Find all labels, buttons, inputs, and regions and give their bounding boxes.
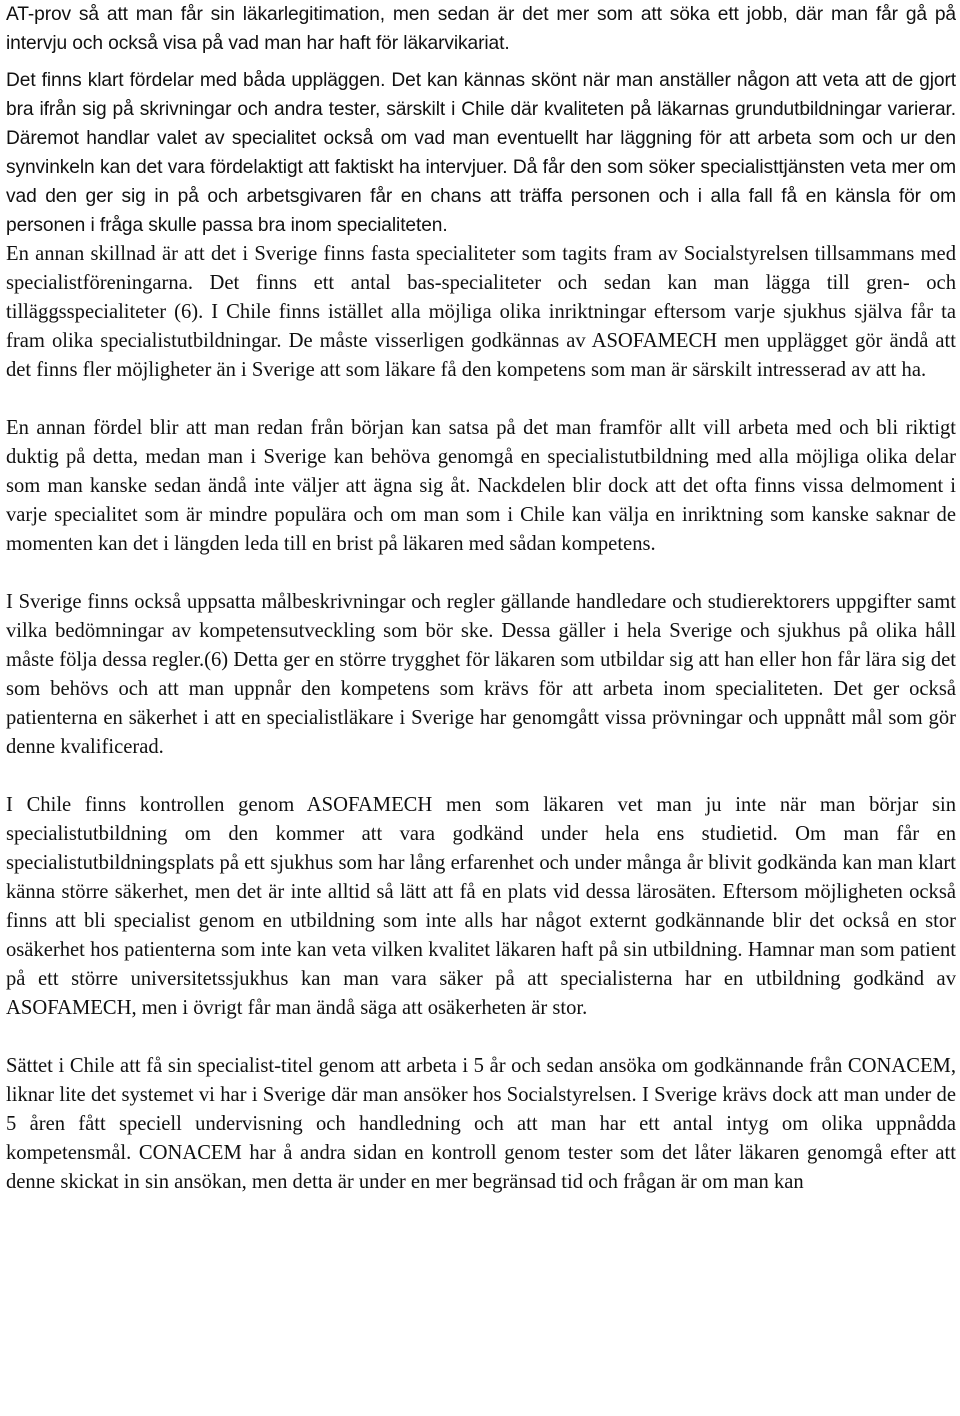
paragraph-1: AT-prov så att man får sin läkarlegitimation, men sedan är det mer som att söka ett jobb, där man får gå på intervju och också visa på vad man har haft för läkarvikariat. <box>6 4 956 54</box>
spacer <box>6 1023 956 1052</box>
spacer <box>6 385 956 414</box>
paragraph-5: I Sverige finns också uppsatta målbeskrivningar och regler gällande handledare och studierektorers uppgifter samt vilka bedömningar av kompetensutveckling som bör ske. Dessa gäller i hela Sverige och sjukhus på olika håll måste följa dessa regler.(6) Detta ger en större trygghet för läkaren som utbildar sig att han eller hon får lära sig det som behövs och att man uppnår den kompetens som krävs för att arbeta inom specialiteten. Det ger också patienterna en säkerhet i att en specialistläkare i Sverige har genomgått vissa prövningar och uppnått mål som gör denne kvalificerad. <box>6 591 956 758</box>
spacer <box>6 559 956 588</box>
paragraph-7: Sättet i Chile att få sin specialist-titel genom att arbeta i 5 år och sedan ansöka om godkännande från CONACEM, liknar lite det systemet vi har i Sverige där man ansöker hos Socialstyrelsen. I Sverige krävs dock att man under de 5 åren fått speciell undervisning och handledning och att man har ett antal intyg om olika uppnådda kompetensmål. CONACEM har å andra sidan en kontroll genom tester som det låter läkaren genomgå efter att denne skickat in sin ansökan, men detta är under en mer begränsad tid och frågan är om man kan <box>6 1055 956 1193</box>
paragraph-2-text: Det finns klart fördelar med båda uppläggen. Det kan kännas skönt när man anställer någon att veta att de gjort bra ifrån sig på skrivningar och andra tester, särskilt i Chile där kvaliteten på läkarnas grundutbildningar varierar. Däremot handlar valet av specialitet också om vad man eventuellt har läggning för att arbeta som och ur den synvinkeln kan det vara fördelaktigt att faktiskt ha intervjuer. Då får den som söker specialisttjänsten veta mer om vad den ger sig in på och arbetsgivaren får en chans att träffa personen och i alla fall få en känsla för om personen i fråga skulle passa bra inom specialiteten. <box>6 70 956 236</box>
document-page <box>6 0 956 1416</box>
paragraph-4: En annan fördel blir att man redan från början kan satsa på det man framför allt vill arbeta med och bli riktigt duktig på detta, medan man i Sverige kan behöva genomgå en specialistutbildning med alla möjliga olika delar som man kanske sedan ändå inte väljer att ägna sig åt. Nackdelen blir dock att det ofta finns vissa delmoment i varje specialitet som är mindre populära och om man som i Chile kan välja en inriktning som kanske saknar de momenten kan det i längden leda till en brist på läkaren med sådan kompetens. <box>6 417 956 555</box>
spacer <box>6 58 956 66</box>
spacer <box>6 762 956 791</box>
paragraph-2 <box>6 66 956 240</box>
paragraph-3: En annan skillnad är att det i Sverige finns fasta specialiteter som tagits fram av Socialstyrelsen tillsammans med specialistföreningarna. Det finns ett antal bas-specialiteter och sedan kan man lägga till gren- och tilläggsspecialiteter (6). I Chile finns istället alla möjliga olika inriktningar eftersom varje sjukhus själva får ta fram olika specialistutbildningar. De måste visserligen godkännas av ASOFAMECH men upplägget gör ändå att det finns fler möjligheter än i Sverige att som läkare få den kompetens som man är särskilt intresserad av att ha. <box>6 243 956 381</box>
paragraph-6: I Chile finns kontrollen genom ASOFAMECH men som läkaren vet man ju inte när man börjar sin specialistutbildning om den kommer att vara godkänd under hela ens studietid. Om man får en specialistutbildningsplats på ett sjukhus som har lång erfarenhet och under många år blivit godkända kan man klart känna större säkerhet, men det är inte alltid så lätt att få en plats vid dessa lärosäten. Eftersom möjligheten också finns att bli specialist genom en utbildning som inte alls har något externt godkännande blir det också en stor osäkerhet hos patienterna som inte kan veta vilken kvalitet läkaren haft på sin utbildning. Hamnar man som patient på ett större universitetssjukhus kan man vara säker på att specialisterna har en utbildning godkänd av ASOFAMECH, men i övrigt får man ändå säga att osäkerheten är stor. <box>6 794 956 1019</box>
